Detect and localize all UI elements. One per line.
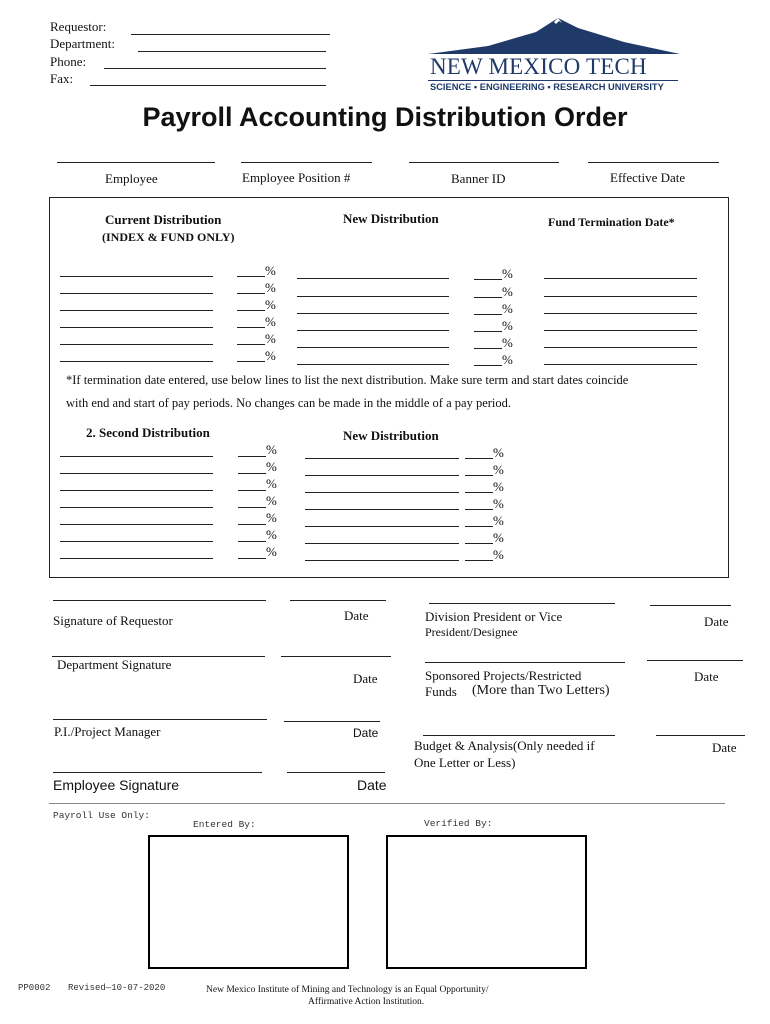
budget-date-line[interactable] (656, 735, 745, 736)
form-id: PP0002 (18, 983, 51, 993)
eeo-statement-line2: Affirmative Action Institution. (308, 997, 425, 1007)
new-index-line[interactable] (297, 347, 449, 348)
percent-sign: % (493, 462, 504, 477)
termination-date-line[interactable] (544, 313, 697, 314)
percent-sign: % (493, 445, 504, 460)
second-index-line[interactable] (60, 456, 213, 457)
current-distribution-label: Current Distribution (105, 212, 222, 227)
second-new-index-line[interactable] (305, 560, 459, 561)
second-new-percent-line[interactable] (465, 560, 493, 561)
fund-termination-label: Fund Termination Date* (548, 215, 675, 229)
second-percent-line[interactable] (238, 456, 266, 457)
current-index-line[interactable] (60, 344, 213, 345)
percent-sign: % (266, 476, 277, 491)
percent-sign: % (266, 459, 277, 474)
percent-sign: % (502, 266, 513, 281)
percent-sign: % (266, 442, 277, 457)
percent-sign: % (493, 479, 504, 494)
revised-date: Revised—10-07-2020 (68, 983, 166, 993)
termination-note-line2: with end and start of pay periods. No changes can be made in the middle of a pay period. (66, 396, 512, 410)
department-date-line[interactable] (281, 656, 391, 657)
new-percent-line[interactable] (474, 314, 502, 315)
second-new-index-line[interactable] (305, 543, 459, 544)
sponsored-letters-note: (More than Two Letters) (472, 683, 610, 698)
requestor-date-line[interactable] (290, 600, 386, 601)
banner-line[interactable] (409, 162, 559, 163)
division-date-line[interactable] (650, 605, 731, 606)
new-percent-line[interactable] (474, 348, 502, 349)
second-new-index-line[interactable] (305, 475, 459, 476)
termination-date-line[interactable] (544, 296, 697, 297)
new-percent-line[interactable] (474, 331, 502, 332)
second-percent-line[interactable] (238, 524, 266, 525)
percent-sign: % (493, 530, 504, 545)
division-date-label: Date (704, 614, 729, 629)
sponsored-date-line[interactable] (647, 660, 743, 661)
current-index-line[interactable] (60, 276, 213, 277)
second-index-line[interactable] (60, 558, 213, 559)
current-percent-line[interactable] (237, 327, 265, 328)
employee-label: Employee (105, 171, 158, 186)
new-index-line[interactable] (297, 330, 449, 331)
second-new-percent-line[interactable] (465, 543, 493, 544)
new-percent-line[interactable] (474, 279, 502, 280)
pi-signature-line[interactable] (53, 719, 267, 720)
fax-line[interactable] (90, 85, 326, 86)
department-line[interactable] (138, 51, 326, 52)
mountain-icon (428, 14, 680, 58)
current-distribution-sub: (INDEX & FUND ONLY) (102, 230, 235, 244)
division-designee-label: President/Designee (425, 625, 518, 639)
current-percent-line[interactable] (237, 293, 265, 294)
percent-sign: % (493, 513, 504, 528)
percent-sign: % (265, 331, 276, 346)
current-index-line[interactable] (60, 310, 213, 311)
percent-sign: % (502, 318, 513, 333)
termination-date-line[interactable] (544, 278, 697, 279)
signature-of-requestor-label: Signature of Requestor (53, 613, 173, 628)
second-index-line[interactable] (60, 473, 213, 474)
requestor-signature-line[interactable] (53, 600, 266, 601)
budget-date-label: Date (712, 740, 737, 755)
new-distribution-label: New Distribution (343, 211, 439, 226)
phone-label: Phone: (50, 54, 87, 69)
percent-sign: % (502, 352, 513, 367)
logo-rule (428, 80, 678, 81)
second-percent-line[interactable] (238, 541, 266, 542)
new-percent-line[interactable] (474, 297, 502, 298)
division-signature-line[interactable] (429, 603, 615, 604)
requestor-label: Requestor: (50, 19, 107, 34)
second-new-percent-line[interactable] (465, 526, 493, 527)
percent-sign: % (502, 301, 513, 316)
percent-sign: % (502, 335, 513, 350)
second-new-index-line[interactable] (305, 492, 459, 493)
new-index-line[interactable] (297, 364, 449, 365)
termination-date-line[interactable] (544, 330, 697, 331)
page-title: Payroll Accounting Distribution Order (142, 102, 628, 132)
payroll-use-only-label: Payroll Use Only: (53, 810, 150, 821)
effective-line[interactable] (588, 162, 719, 163)
percent-sign: % (493, 496, 504, 511)
second-new-index-line[interactable] (305, 458, 459, 459)
second-percent-line[interactable] (238, 490, 266, 491)
employee-date-line[interactable] (287, 772, 385, 773)
requestor-date-label: Date (344, 608, 369, 623)
second-new-percent-line[interactable] (465, 509, 493, 510)
second-new-distribution-label: New Distribution (343, 428, 439, 443)
sponsored-date-label: Date (694, 669, 719, 684)
employee-signature-line[interactable] (53, 772, 262, 773)
department-label: Department: (50, 36, 115, 51)
effective-date-label: Effective Date (610, 170, 686, 185)
second-new-index-line[interactable] (305, 526, 459, 527)
second-index-line[interactable] (60, 524, 213, 525)
percent-sign: % (265, 314, 276, 329)
termination-date-line[interactable] (544, 364, 697, 365)
second-new-percent-line[interactable] (465, 492, 493, 493)
second-index-line[interactable] (60, 541, 213, 542)
employee-date-label: Date (357, 777, 387, 793)
division-president-label: Division President or Vice (425, 609, 563, 624)
logo-tagline: SCIENCE • ENGINEERING • RESEARCH UNIVERSITY (430, 82, 664, 92)
termination-note-line1: *If termination date entered, use below lines to list the next distribution. Make sure term and start dates coincide (66, 373, 629, 387)
eeo-statement-line1: New Mexico Institute of Mining and Technology is an Equal Opportunity/ (206, 985, 489, 995)
second-percent-line[interactable] (238, 473, 266, 474)
sponsored-signature-line[interactable] (425, 662, 625, 663)
second-index-line[interactable] (60, 507, 213, 508)
second-distribution-label: 2. Second Distribution (86, 425, 210, 440)
employee-line[interactable] (57, 162, 215, 163)
employee-position-label: Employee Position # (242, 170, 351, 185)
department-date-label: Date (353, 671, 378, 686)
entered-by-label: Entered By: (193, 819, 256, 830)
sponsored-funds-label: Funds (425, 684, 457, 699)
verified-by-label: Verified By: (424, 818, 493, 829)
requestor-line[interactable] (131, 34, 330, 35)
percent-sign: % (266, 544, 277, 559)
employee-signature-label: Employee Signature (53, 777, 180, 793)
new-index-line[interactable] (297, 278, 449, 279)
termination-date-line[interactable] (544, 347, 697, 348)
new-index-line[interactable] (297, 296, 449, 297)
percent-sign: % (265, 297, 276, 312)
verified-by-box[interactable] (386, 835, 587, 969)
second-percent-line[interactable] (238, 507, 266, 508)
percent-sign: % (266, 527, 277, 542)
current-percent-line[interactable] (237, 276, 265, 277)
percent-sign: % (493, 547, 504, 562)
current-index-line[interactable] (60, 327, 213, 328)
second-percent-line[interactable] (238, 558, 266, 559)
percent-sign: % (265, 263, 276, 278)
current-percent-line[interactable] (237, 344, 265, 345)
sponsored-projects-label: Sponsored Projects/Restricted (425, 668, 582, 683)
pi-date-label: Date (353, 726, 379, 740)
budget-analysis-label: Budget & Analysis(Only needed if (414, 738, 595, 753)
percent-sign: % (266, 510, 277, 525)
budget-signature-line[interactable] (423, 735, 615, 736)
new-index-line[interactable] (297, 313, 449, 314)
department-signature-label: Department Signature (57, 657, 172, 672)
percent-sign: % (266, 493, 277, 508)
second-new-index-line[interactable] (305, 509, 459, 510)
percent-sign: % (265, 280, 276, 295)
new-percent-line[interactable] (474, 365, 502, 366)
pi-date-line[interactable] (284, 721, 380, 722)
logo-name: NEW MEXICO TECH (430, 54, 647, 79)
budget-letter-note: One Letter or Less) (414, 755, 516, 770)
fax-label: Fax: (50, 71, 74, 86)
second-new-percent-line[interactable] (465, 458, 493, 459)
payroll-separator (49, 803, 725, 804)
position-line[interactable] (241, 162, 372, 163)
current-index-line[interactable] (60, 361, 213, 362)
entered-by-box[interactable] (148, 835, 349, 969)
second-new-percent-line[interactable] (465, 475, 493, 476)
nmt-logo (428, 14, 680, 94)
second-index-line[interactable] (60, 490, 213, 491)
current-percent-line[interactable] (237, 310, 265, 311)
banner-id-label: Banner ID (451, 171, 506, 186)
pi-project-manager-label: P.I./Project Manager (54, 724, 161, 739)
percent-sign: % (502, 284, 513, 299)
percent-sign: % (265, 348, 276, 363)
current-index-line[interactable] (60, 293, 213, 294)
current-percent-line[interactable] (237, 361, 265, 362)
phone-line[interactable] (104, 68, 326, 69)
